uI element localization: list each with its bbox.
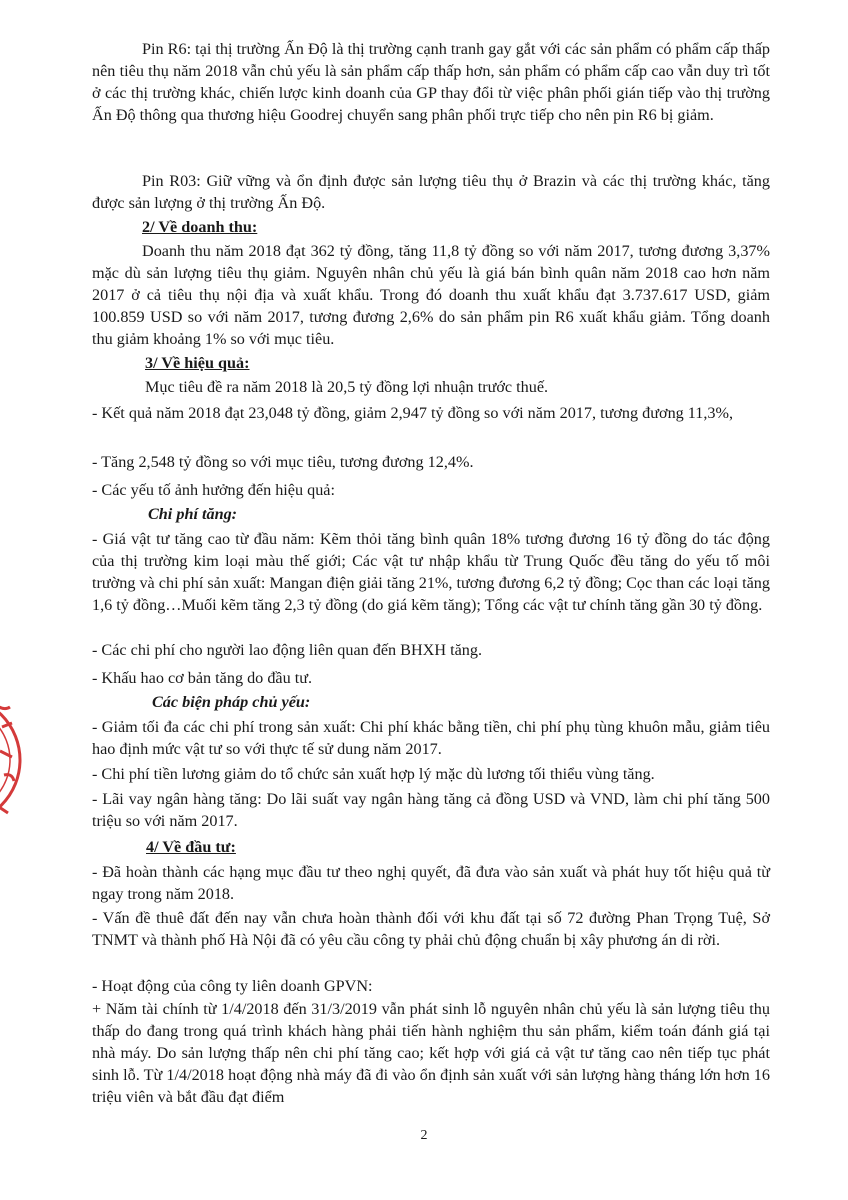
red-seal-fragment-icon (0, 655, 26, 865)
paragraph-target: Mục tiêu đề ra năm 2018 là 20,5 tỷ đồng lợi nhuận trước thuế. (145, 378, 549, 396)
subheading-main-measures: Các biện pháp chủ yếu: (152, 693, 311, 711)
paragraph-revenue: Doanh thu năm 2018 đạt 362 tỷ đồng, tăng 11,8 tỷ đồng so với năm 2017, tương đương 3,37% mặc dù sản lượng tiêu thụ giảm. Nguyên nhân chủ yếu là giá bán bình quân năm 2018 cao hơn năm 2017 ở cả tiêu thụ nội địa và xuất khẩu. Trong đó doanh thu xuất khẩu đạt 3.737.617 USD, giảm 100.859 USD so với năm 2017, tương đương 2,6% do sản phẩm pin R6 xuất khẩu giảm. Tổng doanh thu giảm khoảng 1% so với mục tiêu. (92, 242, 770, 348)
page-number: 2 (420, 1128, 428, 1143)
paragraph-result-2018: - Kết quả năm 2018 đạt 23,048 tỷ đồng, giảm 2,947 tỷ đồng so với năm 2017, tương đương 11,3%, (92, 404, 734, 422)
paragraph-pin-r03: Pin R03: Giữ vững và ổn định được sản lượng tiêu thụ ở Brazin và các thị trường khác, tăng được sản lượng ở thị trường Ấn Độ. (92, 172, 770, 212)
heading-investment: 4/ Về đầu tư: (146, 838, 236, 856)
paragraph-land-lease: - Vấn đề thuê đất đến nay vẫn chưa hoàn thành đối với khu đất tại số 72 đường Phan Trọng Tuệ, Sở TNMT và thành phố Hà Nội đã có yêu cầu công ty phải chủ động chuẩn bị xây phương án di rời. (92, 909, 770, 949)
paragraph-interest: - Lãi vay ngân hàng tăng: Do lãi suất vay ngân hàng tăng cả đồng USD và VND, làm chi phí tăng 500 triệu so với năm 2017. (92, 790, 770, 830)
subheading-cost-increase: Chi phí tăng: (148, 505, 238, 523)
paragraph-cost-reduction: - Giảm tối đa các chi phí trong sản xuất: Chi phí khác bằng tiền, chi phí phụ tùng khuôn mẫu, giảm tiêu hao định mức vật tư so với thực tế sử dung năm 2017. (92, 718, 770, 758)
paragraph-gpvn: - Hoạt động của công ty liên doanh GPVN: (92, 977, 373, 995)
paragraph-investment-done: - Đã hoàn thành các hạng mục đầu tư theo nghị quyết, đã đưa vào sản xuất và phát huy tốt hiệu quả từ ngay trong năm 2018. (92, 863, 770, 903)
paragraph-fiscal-year: + Năm tài chính từ 1/4/2018 đến 31/3/2019 vẫn phát sinh lỗ nguyên nhân chủ yếu là sản lượng tiêu thụ thấp do đang trong quá trình khách hàng phải tiến hành nghiệm thu sản phẩm, kiểm toán đánh giá tại nhà máy. Do sản lượng thấp nên chi phí tăng cao; kết hợp với giá cả vật tư tăng cao nên tiếp tục phát sinh lỗ. Từ 1/4/2018 hoạt động nhà máy đã đi vào ổn định sản xuất với sản lượng hàng tháng lớn hơn 16 triệu viên và bắt đầu đạt điểm (92, 1000, 770, 1106)
heading-efficiency: 3/ Về hiệu quả: (145, 354, 250, 372)
heading-revenue: 2/ Về doanh thu: (142, 218, 258, 236)
paragraph-above-target: - Tăng 2,548 tỷ đồng so với mục tiêu, tương đương 12,4%. (92, 453, 474, 471)
paragraph-factors: - Các yếu tố ảnh hưởng đến hiệu quả: (92, 481, 335, 499)
paragraph-material-cost: - Giá vật tư tăng cao từ đầu năm: Kẽm thỏi tăng bình quân 18% tương đương 16 tỷ đồng do tác động của thị trường kim loại màu thế giới; Các vật tư nhập khẩu từ Trung Quốc đều tăng do yếu tố môi trường và chi phí sản xuất: Mangan điện giải tăng 21%, tương đương 6,2 tỷ đồng; Cọc than các loại tăng 1,6 tỷ đồng…Muối kẽm tăng 2,3 tỷ đồng (do giá kẽm tăng); Tổng các vật tư chính tăng gần 30 tỷ đồng. (92, 530, 770, 614)
paragraph-depreciation: - Khấu hao cơ bản tăng do đầu tư. (92, 669, 313, 687)
paragraph-salary: - Chi phí tiền lương giảm do tổ chức sản xuất hợp lý mặc dù lương tối thiểu vùng tăng. (92, 765, 655, 783)
paragraph-pin-r6: Pin R6: tại thị trường Ấn Độ là thị trường cạnh tranh gay gắt với các sản phẩm có phẩm cấp thấp nên tiêu thụ năm 2018 vẫn chủ yếu là sản phẩm cấp thấp hơn, sản phẩm có phẩm cấp cao vẫn duy trì tốt ở các thị trường khác, chiến lược kinh doanh của GP thay đổi từ việc phân phối gián tiếp vào thị trường Ấn Độ thông qua thương hiệu Goodrej chuyển sang phân phối trực tiếp cho nên pin R6 bị giảm. (92, 40, 770, 124)
paragraph-social-insurance: - Các chi phí cho người lao động liên quan đến BHXH tăng. (92, 641, 483, 659)
